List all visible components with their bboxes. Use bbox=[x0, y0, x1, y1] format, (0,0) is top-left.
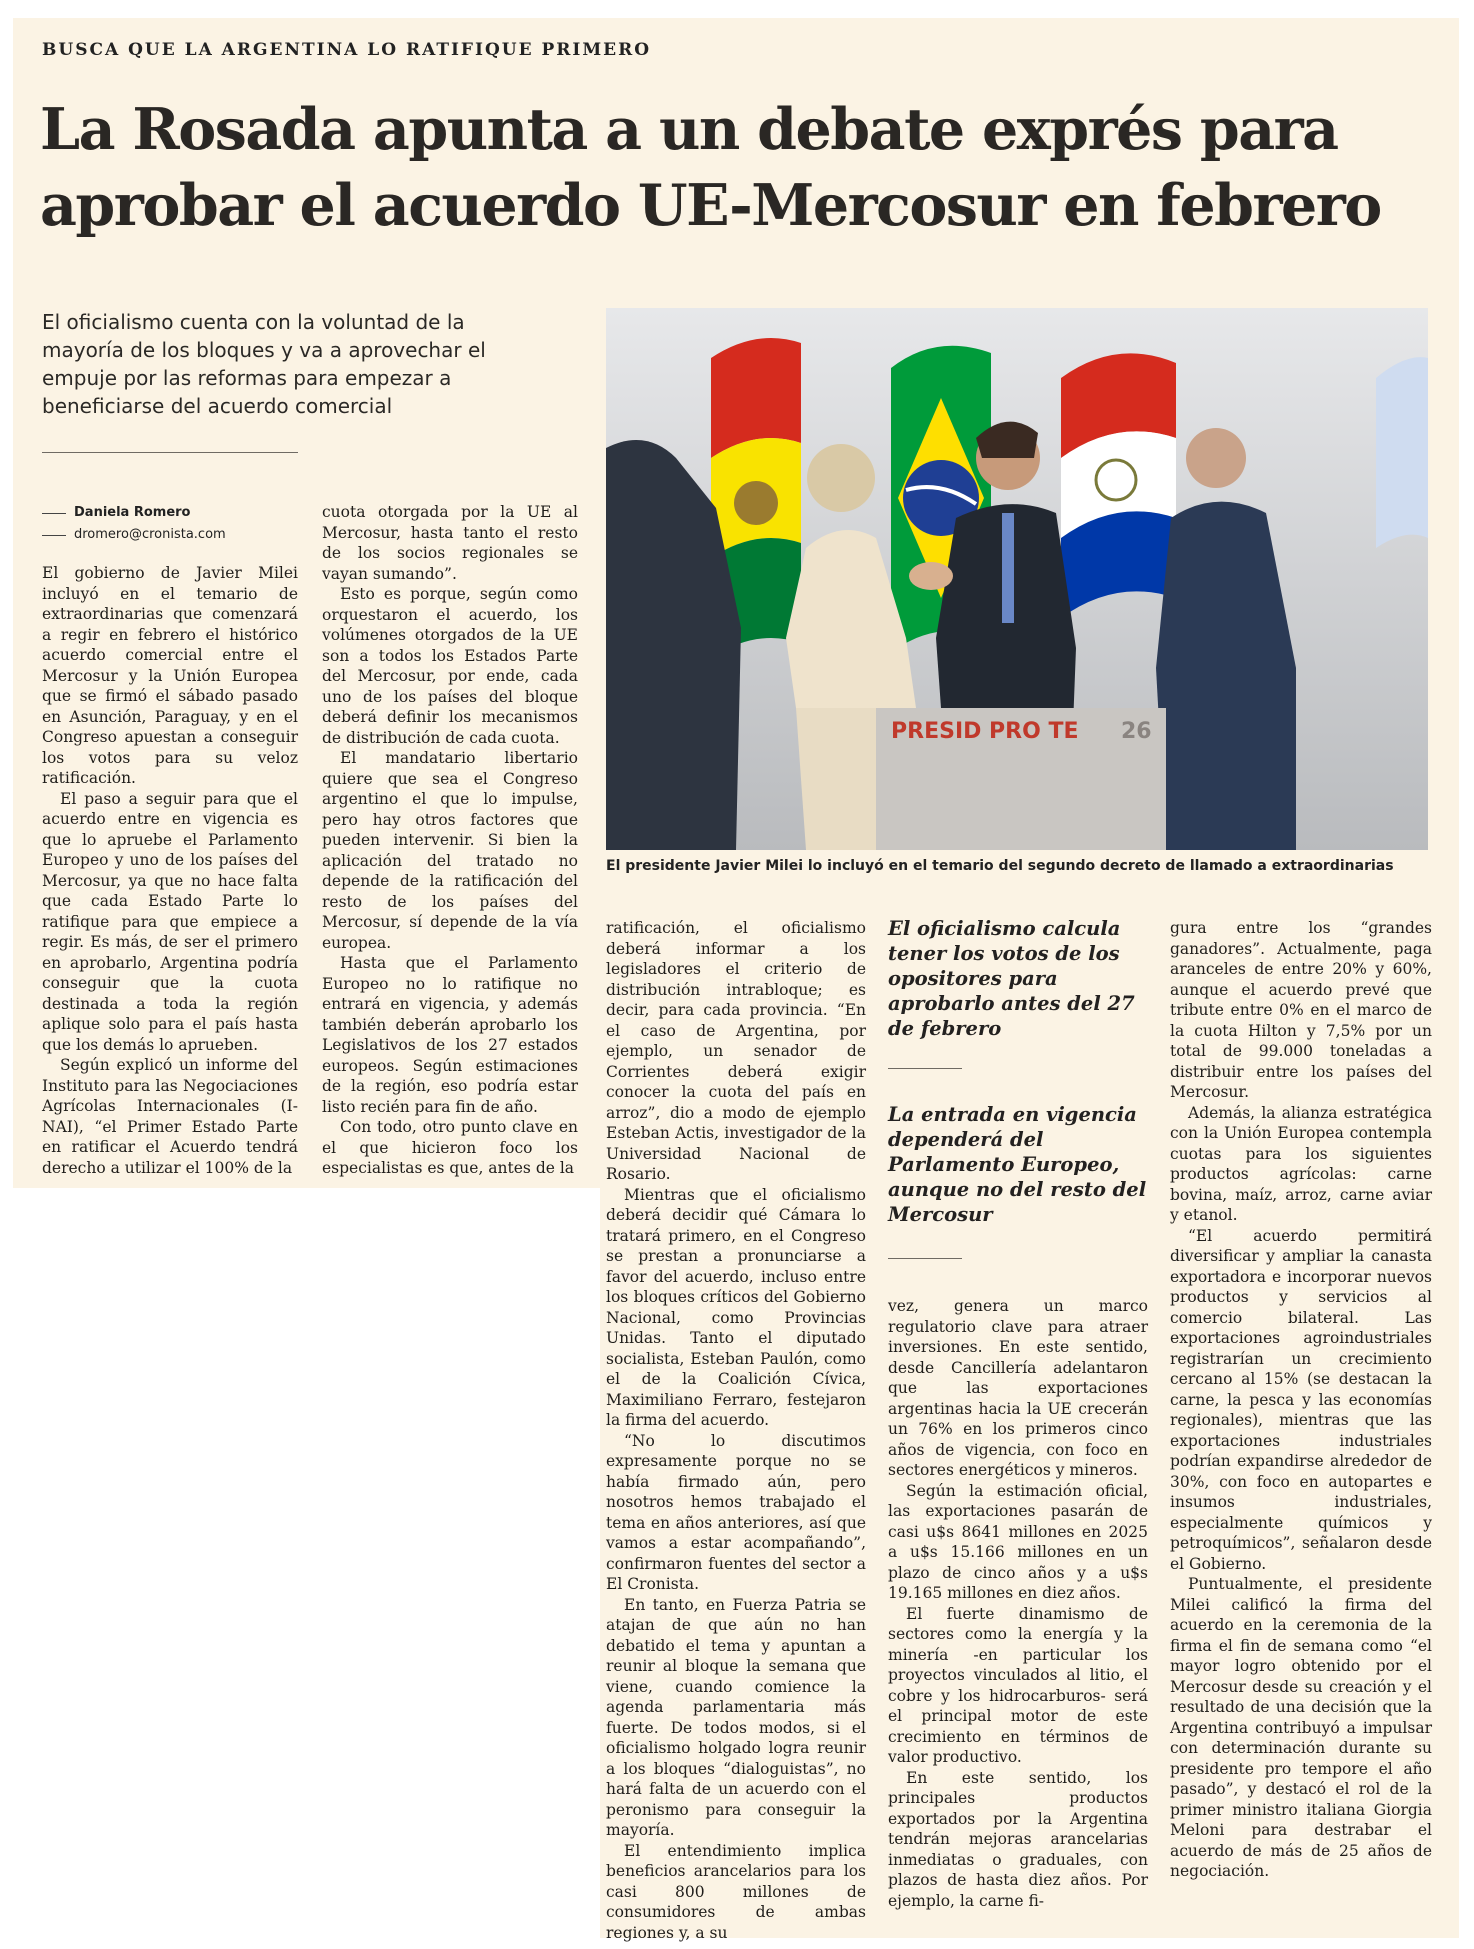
article-paragraph: vez, genera un marco regulatorio clave para atraer inversiones. En este sentido, desde Cancillería adelantaron que las exportaciones argentinas hacia la UE crecerán un 76% en los primeros cinco años de vigencia, con foco en sectores energéticos y mineros. bbox=[888, 1297, 1148, 1479]
kicker: BUSCA QUE LA ARGENTINA LO RATIFIQUE PRIMERO bbox=[42, 40, 652, 60]
podium-text: PRESID PRO TE bbox=[891, 719, 1079, 744]
article-column-1 bbox=[42, 563, 298, 1178]
pull-quote-line: opositores para bbox=[888, 967, 1058, 990]
pull-quote-line: Mercosur bbox=[888, 1203, 993, 1226]
divider bbox=[888, 1068, 962, 1069]
photo-caption: El presidente Javier Milei lo incluyó en el temario del segundo decreto de llamado a extraordinarias bbox=[606, 858, 1394, 874]
paraguay-flag bbox=[1061, 353, 1176, 618]
article-paragraph: En tanto, en Fuerza Patria se atajan de que aún no han debatido el tema y apuntan a reunir al bloque la semana que viene, cuando comience la agenda parlamentaria más fuerte. De todos modos, si el oficialismo holgado logra reunir a los bloques “dialoguistas”, no hará falta de un acuerdo con el peronismo para conseguir la mayoría. bbox=[606, 1595, 866, 1839]
article-paragraph: “El acuerdo permitirá diversificar y ampliar la canasta exportadora e incorporar nuevos productos y servicios al comercio bilateral. Las exportaciones agroindustriales registrarían un crecimiento cercano al 15% (se destacan la carne, la pesca y las economías regionales), mientras que las exportaciones industriales podrían expandirse alrededor de 30%, con foco en autopartes e insumos industriales, especialmente químicos y petroquímicos”, señalaron desde el Gobierno. bbox=[1170, 1226, 1432, 1573]
article-paragraph: El paso a seguir para que el acuerdo entre en vigencia es que lo apruebe el Parlamento Europeo y uno de los países del Mercosur, ya que no hace falta que cada Estado Parte lo ratifique para que empiece a regir. Es más, de ser el primero en aprobarlo, Argentina podría conseguir que la cuota destinada a toda la región aplique solo para el país hasta que los demás lo aprueben. bbox=[42, 789, 298, 1054]
pull-quote-line: La entrada en vigencia bbox=[888, 1103, 1137, 1126]
page-clipping-margin bbox=[13, 1188, 600, 1940]
photo-illustration bbox=[606, 308, 1428, 850]
article-column-3 bbox=[606, 918, 866, 1943]
subheadline-line: empuje por las reformas para empezar a bbox=[42, 366, 452, 390]
article-paragraph: El gobierno de Javier Milei incluyó en el temario de extraordinarias que comenzará a regir en febrero el histórico acuerdo comercial entre el Mercosur y la Unión Europea que se firmó el sábado pasado en Asunción, Paraguay, y en el Congreso apuestan a conseguir los votos para su veloz ratificación. bbox=[42, 564, 298, 787]
article-column-5 bbox=[1170, 918, 1432, 1882]
pull-quote-line: dependerá del bbox=[888, 1128, 1044, 1151]
author-email: dromero@cronista.com bbox=[74, 527, 226, 542]
article-paragraph: Según explicó un informe del Instituto para las Negociaciones Agrícolas Internacionales (I-NAI), “el Primer Estado Parte en ratificar el Acuerdo tendrá derecho a utilizar el 100% de la bbox=[42, 1056, 298, 1177]
pull-quote-line: aprobarlo antes del 27 bbox=[888, 992, 1135, 1015]
article-paragraph: Mientras que el oficialismo deberá decidir qué Cámara lo tratará primero, en el Congreso se prestan a pronunciarse a favor del acuerdo, incluso entre los bloques críticos del Gobierno Nacional, como Provincias Unidas. Tanto el diputado socialista, Esteban Paulón, como el de la Coalición Cívica, Maximiliano Ferraro, festejaron la firma del acuerdo. bbox=[606, 1185, 866, 1429]
byline bbox=[42, 502, 226, 546]
article-paragraph: “No lo discutimos expresamente porque no se había firmado aún, pero nosotros hemos trabajado el tema en años anteriores, así que vamos a estar acompañando”, confirmaron fuentes del sector a El Cronista. bbox=[606, 1431, 866, 1593]
article-paragraph: El mandatario libertario quiere que sea el Congreso argentino el que lo impulse, pero hay otros factores que pueden intervenir. Si bien la aplicación del tratado no depende de la ratificación del resto de los países del Mercosur, sí depende de la vía europea. bbox=[322, 749, 578, 952]
article-paragraph: Esto es porque, según como orquestaron el acuerdo, los volúmenes otorgados de la UE son a todos los Estados Parte del Mercosur, por ende, cada uno de los países del bloque deberá definir los mecanismos de distribución de cada cuota. bbox=[322, 585, 578, 747]
article-column-4 bbox=[888, 1296, 1148, 1911]
headline-line: La Rosada apunta a un debate exprés para bbox=[40, 96, 1338, 163]
article-paragraph: El entendimiento implica beneficios arancelarios para los casi 800 millones de consumidores de ambas regiones y, a su bbox=[606, 1841, 866, 1942]
subheadline-line: El oficialismo cuenta con la voluntad de la bbox=[42, 310, 465, 334]
pull-quote-line: tener los votos de los bbox=[888, 942, 1120, 965]
article-paragraph: Con todo, otro punto clave en el que hicieron foco los especialistas es que, antes de la bbox=[322, 1118, 578, 1177]
article-paragraph: En este sentido, los principales productos exportados por la Argentina tendrán mejoras arancelarias inmediatas o graduales, con plazos de hasta diez años. Por ejemplo, la carne fi- bbox=[888, 1768, 1148, 1910]
divider bbox=[888, 1258, 962, 1259]
pull-quote-line: de febrero bbox=[888, 1017, 1002, 1040]
author-name: Daniela Romero bbox=[74, 505, 191, 520]
subheadline bbox=[42, 308, 486, 420]
article-paragraph: Hasta que el Parlamento Europeo no lo ratifique no entrará en vigencia, y además también deberán aprobarlo los Legislativos de los 27 estados europeos. Según estimaciones de la región, eso podría estar listo recién para fin de año. bbox=[322, 954, 578, 1116]
pull-quote-line: El oficialismo calcula bbox=[888, 917, 1121, 940]
article-paragraph: Según la estimación oficial, las exportaciones pasarán de casi u$s 8641 millones en 2025 a u$s 15.166 millones en un plazo de cinco años y a u$s 19.165 millones en diez años. bbox=[888, 1481, 1148, 1602]
news-photo bbox=[606, 308, 1428, 850]
divider bbox=[42, 452, 298, 453]
subheadline-line: mayoría de los bloques y va a aprovechar el bbox=[42, 338, 486, 362]
pull-quote bbox=[888, 1102, 1148, 1227]
pull-quote bbox=[888, 916, 1148, 1041]
article-paragraph: ratificación, el oficialismo deberá informar a los legisladores el criterio de distribución intrabloque; es decir, para cada provincia. “En el caso de Argentina, por ejemplo, un senador de Corrientes deberá exigir conocer la cuota del país en arroz”, dio a modo de ejemplo Esteban Actis, investigador de la Universidad Nacional de Rosario. bbox=[606, 919, 866, 1183]
podium-text-number: 26 bbox=[1121, 719, 1152, 744]
headline bbox=[40, 92, 1440, 244]
article-paragraph: gura entre los “grandes ganadores”. Actualmente, paga aranceles de entre 20% y 60%, aunque el acuerdo prevé que tribute entre 0% en el marco de la cuota Hilton y 7,5% por un total de 99.000 toneladas a distribuir entre los países del Mercosur. bbox=[1170, 919, 1432, 1101]
article-paragraph: cuota otorgada por la UE al Mercosur, hasta tanto el resto de los socios regionales se vayan sumando”. bbox=[322, 503, 578, 583]
article-paragraph: Además, la alianza estratégica con la Unión Europea contempla cuotas para los siguientes productos agrícolas: carne bovina, maíz, arroz, carne aviar y etanol. bbox=[1170, 1103, 1432, 1224]
pull-quote-line: Parlamento Europeo, bbox=[888, 1153, 1120, 1176]
subheadline-line: beneficiarse del acuerdo comercial bbox=[42, 394, 393, 418]
article-paragraph: El fuerte dinamismo de sectores como la energía y la minería -en particular los proyectos vinculados al litio, el cobre y los hidrocarburos- será el principal motor de este crecimiento en términos de valor productivo. bbox=[888, 1604, 1148, 1766]
article-column-2 bbox=[322, 502, 578, 1179]
pull-quote-line: aunque no del resto del bbox=[888, 1178, 1147, 1201]
article-paragraph: Puntualmente, el presidente Milei calificó la firma del acuerdo en la ceremonia de la firma el fin de semana como “el mayor logro obtenido por el Mercosur desde su creación y el resultado de una decisión que la Argentina contribuyó a impulsar con determinación durante su presidente pro tempore el año pasado”, y destacó el rol de la primer ministro italiana Giorgia Meloni para destrabar el acuerdo de más de 25 años de negociación. bbox=[1170, 1575, 1432, 1880]
headline-line: aprobar el acuerdo UE-Mercosur en febrero bbox=[40, 172, 1381, 239]
